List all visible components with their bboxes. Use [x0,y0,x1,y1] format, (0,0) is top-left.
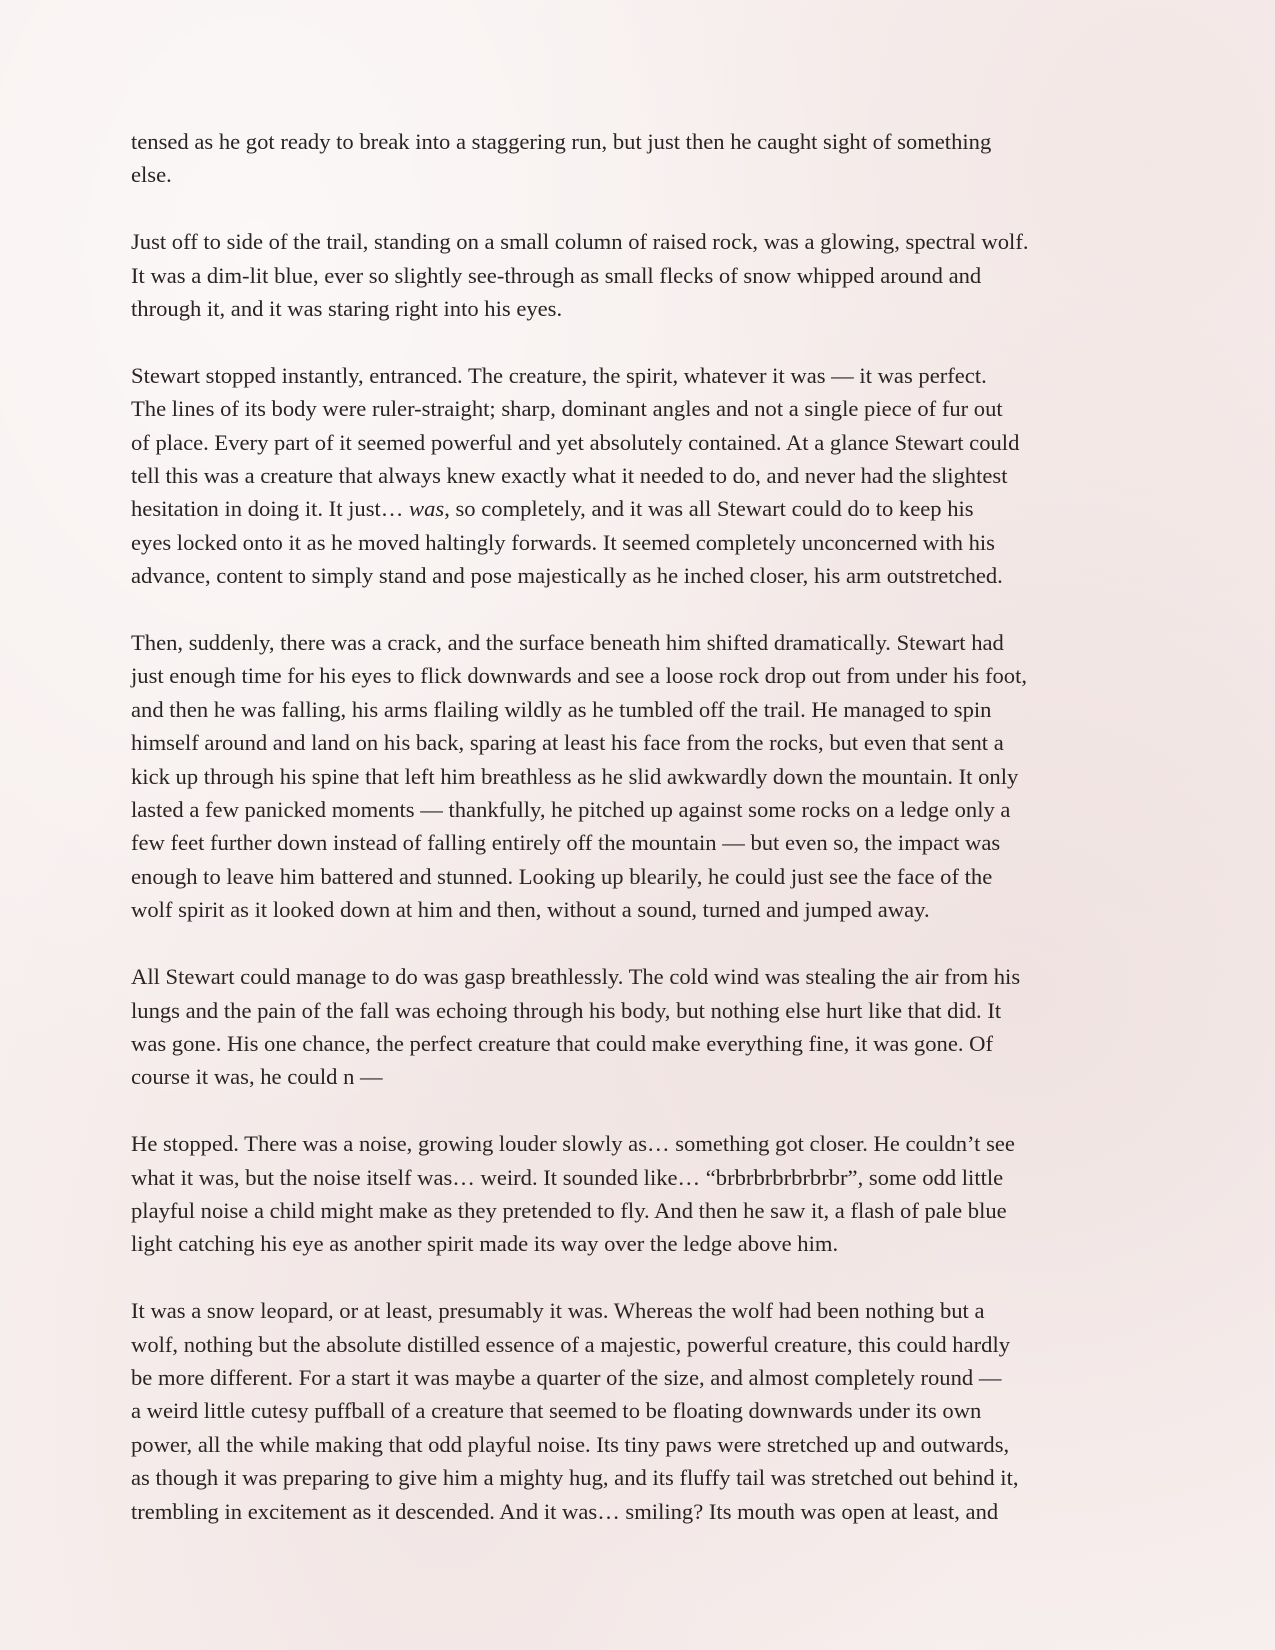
paragraph: Just off to side of the trail, standing on a small column of raised rock, was a glowing, spectral wolf. It was a dim-lit blue, ever so slightly see-through as small flecks of snow whipped around and through it, and it was staring right into his eyes. [131,229,1029,322]
paragraph: He stopped. There was a noise, growing louder slowly as… something got closer. He couldn’t see what it was, but the noise itself was… weird. It sounded like… “brbrbrbrbrbrbr”, some odd little playful noise a child might make as they pretended to fly. And then he saw it, a flash of pale blue light catching his eye as another spirit made its way over the ledge above him. [131,1131,1015,1257]
paragraph-text: , so completely, and it was all Stewart could do to keep his eyes locked onto it as he moved haltingly forwards. It seemed completely unconcerned with his advance, content to simply stand and pose majestically as he inched closer, his arm outstretched. [131,496,1003,589]
paragraph: Then, suddenly, there was a crack, and the surface beneath him shifted dramatically. Stewart had just enough time for his eyes to flick downwards and see a loose rock drop out from under his foot, and then he was falling, his arms flailing wildly as he tumbled off the trail. He managed to spin himself around and land on his back, sparing at least his face from the rocks, but even that sent a kick up through his spine that left him breathless as he slid awkwardly down the mountain. It only lasted a few panicked moments — thankfully, he pitched up against some rocks on a ledge only a few feet further down instead of falling entirely off the mountain — but even so, the impact was enough to leave him battered and stunned. Looking up blearily, he could just see the face of the wolf spirit as it looked down at him and then, without a sound, turned and jumped away. [131,630,1028,923]
italic-emphasis: was [409,496,445,522]
body-text [131,125,1156,1528]
paragraph-text: Stewart stopped instantly, entranced. The creature, the spirit, whatever it was — it was perfect. The lines of its body were ruler-straight; sharp, dominant angles and not a single piece of fur out of place. Every part of it seemed powerful and yet absolutely contained. At a glance Stewart could tell this was a creature that always knew exactly what it needed to do, and never had the slightest hesitation in doing it. It just… [131,362,1020,522]
paragraph: It was a snow leopard, or at least, presumably it was. Whereas the wolf had been nothing but a wolf, nothing but the absolute distilled essence of a majestic, powerful creature, this could hardly be more different. For a start it was maybe a quarter of the size, and almost completely round — a weird little cutesy puffball of a creature that seemed to be floating downwards under its own power, all the while making that odd playful noise. Its tiny paws were stretched up and outwards, as though it was preparing to give him a mighty hug, and its fluffy tail was stretched out behind it, trembling in excitement as it descended. And it was… smiling? Its mouth was open at least, and [131,1298,1019,1524]
paragraph: All Stewart could manage to do was gasp breathlessly. The cold wind was stealing the air from his lungs and the pain of the fall was echoing through his body, but nothing else hurt like that did. It was gone. His one chance, the perfect creature that could make everything fine, it was gone. Of course it was, he could n — [131,964,1021,1090]
paragraph: tensed as he got ready to break into a staggering run, but just then he caught sight of something else. [131,129,992,188]
paragraph [131,359,1156,593]
